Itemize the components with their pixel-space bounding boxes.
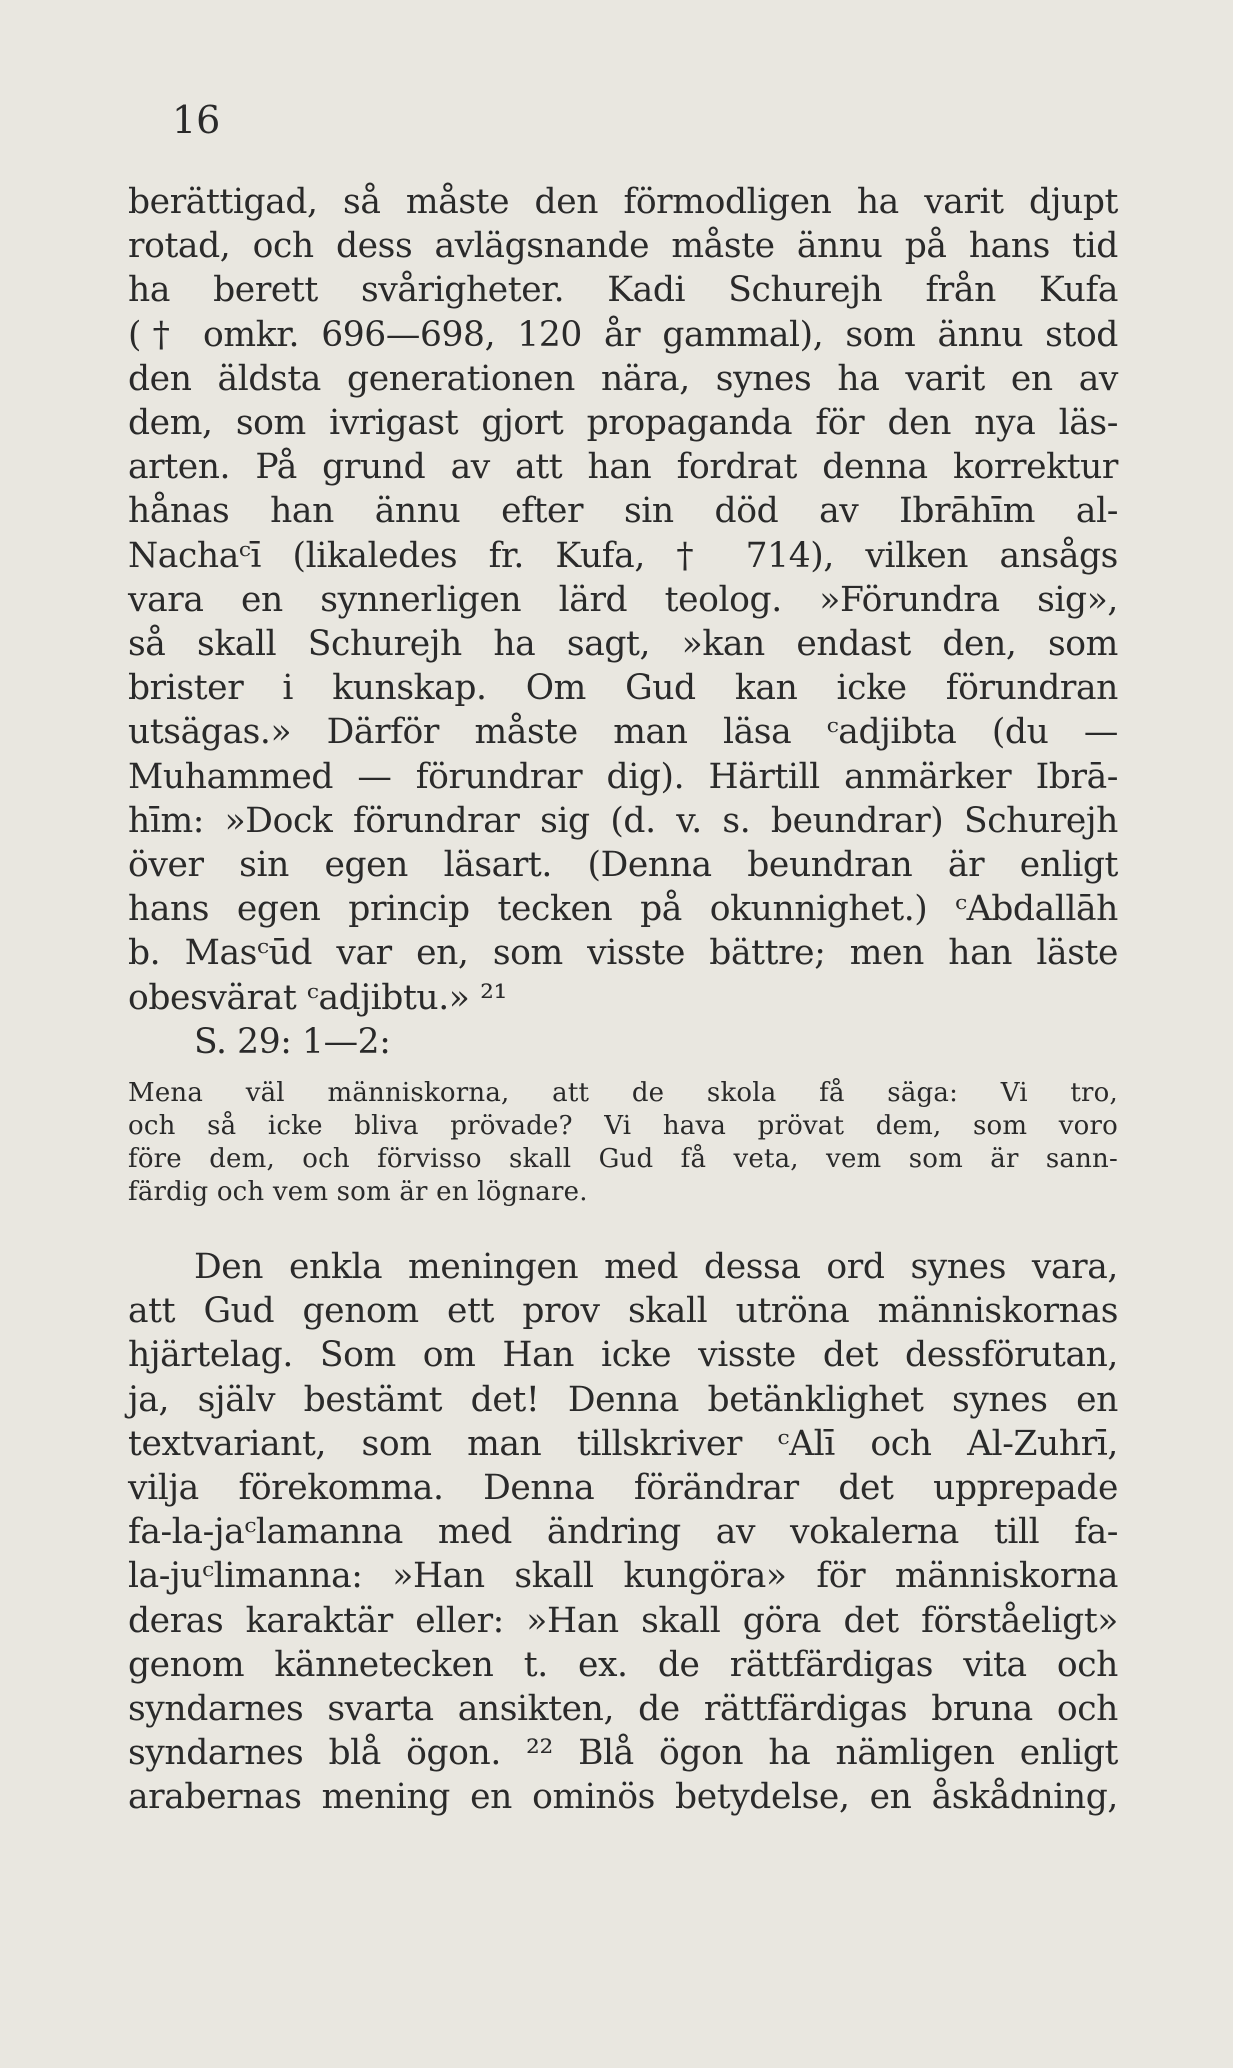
text-line: hans egen princip tecken på okunnighet.) ᶜAbdallāh [128,889,1118,930]
text-line: arabernas mening en ominös betydelse, en åskådning, [128,1777,1118,1818]
text-line: över sin egen läsart. (Denna beundran är enligt [128,845,1118,886]
text-line: deras karaktär eller: »Han skall göra det förståeligt» [128,1600,1118,1641]
paragraph-1 [128,180,1118,1064]
text-line: utsägas.» Därför måste man läsa ᶜadjibta (du — [128,712,1118,753]
quote-line: före dem, och förvisso skall Gud få veta, vem som är sann- [128,1144,1118,1174]
text-line: († omkr. 696—698, 120 år gammal), som ännu stod [128,314,1118,355]
text-line: vilja förekomma. Denna förändrar det upprepade [128,1468,1118,1509]
quote-line: Mena väl människorna, att de skola få säga: Vi tro, [128,1078,1118,1108]
text-line: så skall Schurejh ha sagt, »kan endast den, som [128,624,1118,665]
text-line: genom kännetecken t. ex. de rättfärdigas vita och [128,1644,1118,1685]
text-line: arten. På grund av att han fordrat denna korrektur [128,447,1118,488]
text-line: ha berett svårigheter. Kadi Schurejh från Kufa [128,270,1118,311]
quote-line: färdig och vem som är en lögnare. [128,1177,588,1207]
text-line: dem, som ivrigast gjort propaganda för den nya läs- [128,403,1118,444]
paragraph-2 [128,1245,1118,1820]
text-line: brister i kunskap. Om Gud kan icke förundran [128,668,1118,709]
text-line: la-juᶜlimanna: »Han skall kungöra» för människorna [128,1556,1118,1597]
text-line: hjärtelag. Som om Han icke visste det dessförutan, [128,1335,1118,1376]
text-line: ja, själv bestämt det! Denna betänklighet synes en [128,1379,1118,1420]
text-line: fa-la-jaᶜlamanna med ändring av vokalerna till fa- [128,1512,1118,1553]
text-line: berättigad, så måste den förmodligen ha varit djupt [128,182,1118,222]
page-number: 16 [172,98,221,142]
text-line: b. Masᶜūd var en, som visste bättre; men han läste [128,933,1118,974]
text-line: hånas han ännu efter sin död av Ibrāhīm al- [128,491,1118,532]
text-line: syndarnes svarta ansikten, de rättfärdigas bruna och [128,1689,1118,1730]
text-line: hīm: »Dock förundrar sig (d. v. s. beundrar) Schurejh [128,800,1118,841]
verse-reference: S. 29: 1—2: [194,1021,391,1062]
text-line: Nachaᶜī (likaledes fr. Kufa, † 714), vilken ansågs [128,535,1118,576]
quote-line: och så icke bliva prövade? Vi hava prövat dem, som voro [128,1111,1118,1141]
text-line: Muhammed — förundrar dig). Härtill anmärker Ibrā- [128,756,1118,797]
text-line: vara en synnerligen lärd teolog. »Förundra sig», [128,579,1118,620]
text-line: den äldsta generationen nära, synes ha varit en av [128,358,1118,399]
text-line: Den enkla meningen med dessa ord synes vara, [194,1247,1118,1287]
text-line: att Gud genom ett prov skall utröna människornas [128,1291,1118,1332]
quran-quotation [128,1077,1118,1209]
text-line: rotad, och dess avlägsnande måste ännu på hans tid [128,226,1118,267]
text-line: textvariant, som man tillskriver ᶜAlī och Al-Zuhrī, [128,1423,1118,1464]
text-line: obesvärat ᶜadjibtu.» ²¹ [128,977,507,1018]
text-line: syndarnes blå ögon. ²² Blå ögon ha nämligen enligt [128,1733,1118,1774]
